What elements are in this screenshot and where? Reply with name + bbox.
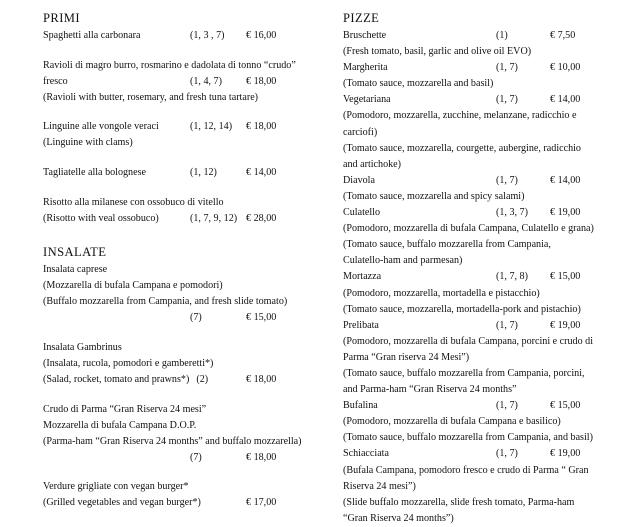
menu-item-diavola [343,173,633,205]
menu-line-text: (Mozzarella di bufala Campana e pomodori) [43,279,223,291]
allergen-codes: (2) [196,373,209,385]
menu-line-text: Insalata caprese [43,263,108,275]
menu-line-text: Margherita [343,62,388,74]
menu-line [43,195,328,211]
menu-line-text: and artichoke) [343,158,402,170]
menu-item-insalata-gambrinus [43,340,328,388]
menu-line-text: (Tomato sauce, mozzarella and spicy salami) [343,190,525,202]
allergen-codes: (1, 3, 7) [496,207,528,219]
item-price: € 14,00 [246,167,277,179]
menu-line [43,310,328,326]
allergen-codes: (1, 7, 8) [496,271,528,283]
section-title-insalate: INSALATE [43,244,107,259]
item-price: € 19,00 [550,319,581,331]
menu-item-ravioli-di-magro-burro-rosmarino-e-dadol [43,58,328,106]
menu-line [43,278,328,294]
allergen-codes: (1, 7) [496,319,518,331]
menu-line-text: (Tomato sauce, mozzarella, mortadella-pork and pistachio) [343,303,581,315]
menu-line [343,141,633,157]
menu-line [343,92,633,108]
menu-line [343,495,633,511]
menu-line [43,294,328,310]
menu-line [43,340,328,356]
menu-line-text: (Linguine with clams) [43,137,133,149]
menu-line [43,479,328,495]
menu-line-text: (Pomodoro, mozzarella di bufala Campana, Culatello e grana) [343,223,594,235]
menu-line [43,434,328,450]
section-title-primi: PRIMI [43,11,80,25]
item-price: € 15,00 [550,271,581,283]
menu-line-text: (Slide buffalo mozzarella, slide fresh tomato, Parma-ham [343,496,575,508]
menu-line [43,262,328,278]
item-price: € 15,00 [550,400,581,412]
menu-line [343,157,633,173]
allergen-codes: (1, 7) [496,448,518,460]
item-price: € 18,00 [246,121,277,133]
menu-line-text: (Insalata, rucola, pomodori e gamberetti*) [43,357,214,369]
menu-line-text: Riserva 24 mesi”) [343,480,416,492]
menu-line [43,495,328,511]
menu-line [343,221,633,237]
menu-line-text: Crudo di Parma “Gran Riserva 24 mesi” [43,403,207,415]
menu-line-text: (Pomodoro, mozzarella, zucchine, melanzane, radicchio e [343,110,577,122]
menu-line-text: carciofi) [343,126,378,138]
item-price: € 17,00 [246,497,277,509]
item-price: € 18,00 [246,373,277,385]
menu-item-risotto-alla-milanese-con-ossobuco-di-vi [43,195,328,227]
item-price: € 19,00 [550,207,581,219]
menu-line-text: Insalata Gambrinus [43,341,122,353]
menu-line-text: (Fresh tomato, basil, garlic and olive oil EVO) [343,46,532,58]
menu-line [43,58,328,74]
menu-line-text: Tagliatelle alla bolognese [43,167,146,179]
menu-line-text: (Pomodoro, mozzarella, mortadella e pistacchio) [343,287,540,299]
menu-item-prelibata [343,318,633,398]
menu-line-text: (Salad, rocket, tomato and prawns*) [43,373,190,385]
menu-line-text: (Pomodoro, mozzarella di bufala Campana, porcini e crudo di [343,335,594,347]
allergen-codes: (1, 4, 7) [190,75,222,87]
menu-column-left [43,10,328,512]
menu-line [343,44,633,60]
menu-item-schiacciata [343,446,633,526]
menu-line [343,334,633,350]
allergen-codes: (1) [496,30,508,41]
item-price: € 18,00 [246,451,277,463]
menu-item-linguine-alle-vongole-veraci [43,119,328,151]
menu-line [43,165,328,181]
allergen-codes: (1, 7) [496,62,518,74]
menu-line [343,125,633,141]
menu-line [343,414,633,430]
menu-line [343,318,633,334]
menu-line [343,286,633,302]
menu-line [43,402,328,418]
menu-line-text: (Tomato sauce, mozzarella and basil) [343,78,494,90]
section-title-pizze: PIZZE [343,11,380,25]
menu-line [343,76,633,92]
item-price: € 14,00 [550,94,581,106]
menu-line-text: Parma “Gran riserva 24 Mesi”) [343,351,470,363]
menu-item-insalata-caprese [43,262,328,326]
menu-item-bruschette [343,28,633,60]
item-price: € 16,00 [246,30,277,41]
menu-line-text: (Grilled vegetables and vegan burger*) [43,497,201,509]
menu-line-text: (Bufala Campana, pomodoro fresco e crudo di Parma “ Gran [343,464,589,476]
menu-line-text: (Buffalo mozzarella from Campania, and fresh slide tomato) [43,296,288,308]
menu-line-text: (Tomato sauce, buffalo mozzarella from Campania, porcini, [343,367,585,379]
menu-line-text: Culatello-ham and parmesan) [343,255,463,267]
item-price: € 28,00 [246,212,277,224]
menu-line-text: Linguine alle vongole veraci [43,121,159,133]
menu-line-text: “Gran Riserva 24 months”) [343,512,454,524]
menu-item-crudo-di-parma-gran-riserva-24-mesi [43,402,328,466]
menu-line [43,211,328,227]
menu-line [343,108,633,124]
menu-line [343,189,633,205]
menu-line [343,237,633,253]
item-price: € 18,00 [246,75,277,87]
menu-line-text: Culatello [343,207,381,219]
menu-line [43,372,328,388]
menu-item-bufalina [343,398,633,446]
item-price: € 10,00 [550,62,581,74]
menu-line-text: Schiacciata [343,448,389,460]
menu-item-mortazza [343,269,633,317]
menu-line [43,74,328,90]
menu-line-text: (Tomato sauce, buffalo mozzarella from Campania, [343,239,551,251]
menu-line [343,205,633,221]
menu-line-text: Ravioli di magro burro, rosmarino e dadolata di tonno “crudo” [43,59,296,71]
menu-item-culatello [343,205,633,269]
allergen-codes: (1, 7) [496,174,518,186]
menu-line-text: Mozzarella di bufala Campana D.O.P. [43,419,197,431]
menu-line [343,463,633,479]
menu-item-margherita [343,60,633,92]
menu-line-text: Spaghetti alla carbonara [43,30,141,41]
menu-line [343,479,633,495]
menu-line-text: (Risotto with veal ossobuco) [43,212,159,224]
menu-line [343,350,633,366]
menu-line [43,90,328,106]
item-price: € 15,00 [246,312,277,324]
menu-line-text: Bruschette [343,30,387,41]
menu-item-spaghetti-alla-carbonara [43,28,328,44]
menu-item-vegetariana [343,92,633,172]
allergen-codes: (1, 12, 14) [190,121,233,133]
menu-line [343,430,633,446]
menu-line [43,119,328,135]
menu-line [343,302,633,318]
item-price: € 7,50 [550,30,576,41]
menu-line [343,382,633,398]
allergen-codes: (1, 3 , 7) [190,30,225,41]
menu-line [343,28,633,44]
menu-line [343,60,633,76]
menu-item-tagliatelle-alla-bolognese [43,165,328,181]
allergen-codes: (1, 12) [190,167,217,179]
menu-line [343,398,633,414]
menu-line [43,28,328,44]
menu-line-text: Mortazza [343,271,382,283]
allergen-codes: (7) [190,312,202,324]
allergen-codes: (1, 7) [496,400,518,412]
menu-column-right [343,10,633,527]
menu-item-verdure-grigliate-con-vegan-burger [43,479,328,511]
menu-line-text: Verdure grigliate con vegan burger* [43,481,189,493]
menu-line-text: and Parma-ham “Gran Riserva 24 months” [343,384,517,396]
menu-line-text: Vegetariana [343,94,391,106]
menu-line-text: (Tomato sauce, buffalo mozzarella from Campania, and basil) [343,432,593,444]
menu-line-text: Risotto alla milanese con ossobuco di vitello [43,196,224,208]
menu-line [343,253,633,269]
item-price: € 14,00 [550,174,581,186]
allergen-codes: (7) [190,451,202,463]
menu-line-text: (Tomato sauce, mozzarella, courgette, aubergine, radicchio [343,142,581,154]
menu-line-text: Bufalina [343,400,378,412]
menu-line-text: fresco [43,75,68,87]
menu-line [43,356,328,372]
menu-line-text: (Ravioli with butter, rosemary, and fresh tuna tartare) [43,91,259,103]
menu-line [343,173,633,189]
menu-line-text: Prelibata [343,319,379,331]
menu-line-text: (Parma-ham “Gran Riserva 24 months” and buffalo mozzarella) [43,435,302,447]
menu-line [343,446,633,462]
menu-line [43,450,328,466]
menu-line-text: Diavola [343,174,375,186]
menu-line [43,418,328,434]
item-price: € 19,00 [550,448,581,460]
menu-line [43,135,328,151]
menu-line [343,511,633,527]
allergen-codes: (1, 7) [496,94,518,106]
menu-line [343,269,633,285]
menu-line [343,366,633,382]
menu-line-text: (Pomodoro, mozzarella di bufala Campana e basilico) [343,416,561,428]
allergen-codes: (1, 7, 9, 12) [190,212,238,224]
